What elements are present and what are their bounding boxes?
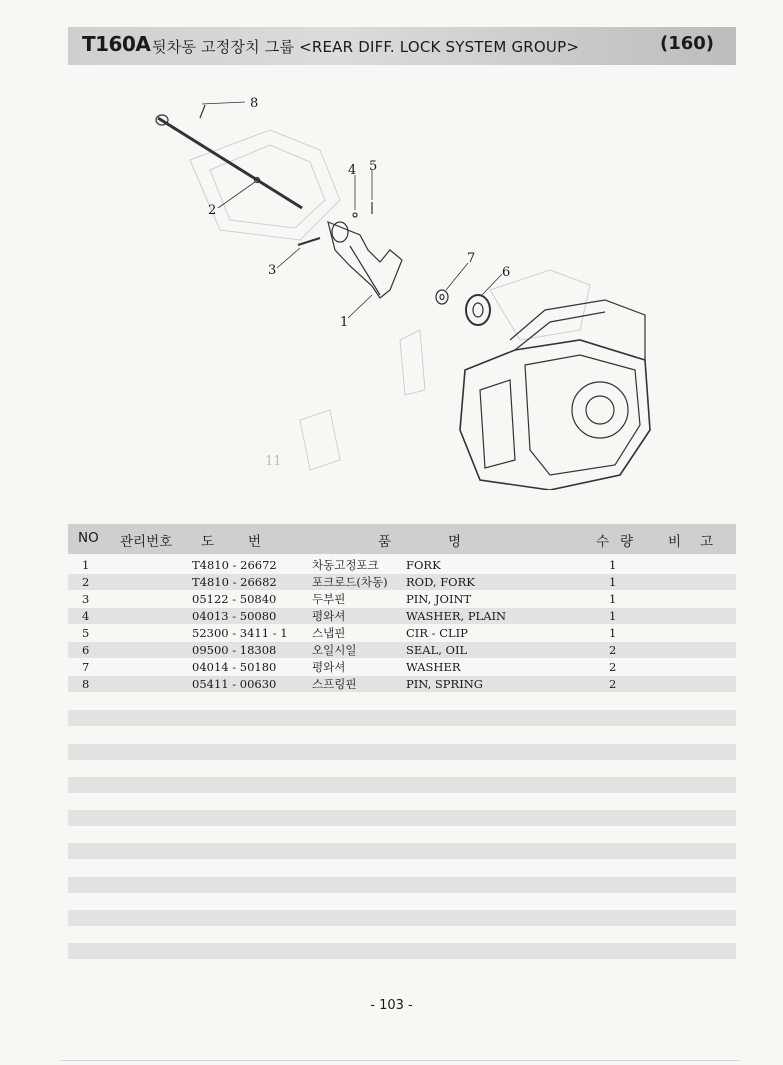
row-quantity: 1: [609, 575, 617, 589]
bottom-divider: [60, 1060, 740, 1061]
callout-5: 5: [369, 159, 378, 174]
col-name-2: 명: [448, 534, 462, 550]
row-part-number: 04014 - 50180: [192, 660, 277, 674]
callout-7: 7: [467, 251, 476, 266]
row-korean-name: 평와셔: [312, 609, 346, 623]
row-korean-name: 포크로드(차동): [312, 575, 388, 589]
table-row: [68, 625, 736, 641]
col-drawing-2: 번: [248, 534, 262, 550]
parts-table-header: [68, 524, 736, 554]
table-row: [68, 608, 736, 624]
col-drawing-1: 도: [201, 534, 215, 550]
row-no: 1: [82, 558, 90, 572]
page-reference: (160): [659, 33, 714, 54]
col-qty-1: 수: [596, 534, 610, 550]
row-korean-name: 차동고정포크: [312, 558, 379, 572]
row-no: 3: [82, 592, 90, 606]
row-english-name: ROD, FORK: [406, 575, 475, 589]
row-quantity: 1: [609, 592, 617, 606]
row-no: 6: [82, 643, 90, 657]
row-quantity: 1: [609, 558, 617, 572]
row-part-number: 05122 - 50840: [192, 592, 277, 606]
row-part-number: 05411 - 00630: [192, 677, 277, 691]
row-part-number: 04013 - 50080: [192, 609, 277, 623]
row-korean-name: 평와셔: [312, 660, 346, 674]
row-part-number: T4810 - 26682: [192, 575, 277, 589]
row-english-name: WASHER, PLAIN: [406, 609, 507, 623]
group-title: 뒷차동 고정장치 그룹 <REAR DIFF. LOCK SYSTEM GROUP>: [152, 38, 580, 56]
table-row: [68, 676, 736, 692]
empty-row-band: [68, 744, 736, 760]
empty-row-band: [68, 843, 736, 859]
callout-8: 8: [250, 96, 259, 111]
table-row: [68, 557, 736, 573]
empty-row-band: [68, 810, 736, 826]
row-korean-name: 오일시일: [312, 643, 357, 657]
row-korean-name: 스프링핀: [312, 677, 357, 691]
empty-row-band: [68, 710, 736, 726]
row-quantity: 2: [609, 643, 617, 657]
row-quantity: 2: [609, 677, 617, 691]
col-no: NO: [78, 530, 99, 546]
empty-row-band: [68, 943, 736, 959]
row-part-number: 52300 - 3411 - 1: [192, 626, 288, 640]
exploded-parts-diagram: [150, 90, 660, 490]
callout-11: 11: [265, 454, 282, 469]
row-quantity: 1: [609, 609, 617, 623]
row-korean-name: 두부핀: [312, 592, 346, 606]
row-part-number: 09500 - 18308: [192, 643, 277, 657]
page-number: - 103 -: [370, 998, 413, 1013]
table-row: [68, 659, 736, 675]
row-english-name: WASHER: [406, 660, 461, 674]
empty-row-band: [68, 910, 736, 926]
row-no: 8: [82, 677, 90, 691]
row-no: 7: [82, 660, 90, 674]
col-mgmt-no: 관리번호: [120, 534, 173, 550]
row-no: 4: [82, 609, 90, 623]
row-quantity: 2: [609, 660, 617, 674]
col-qty-2: 량: [620, 534, 634, 550]
page-header: [68, 27, 736, 65]
callout-3: 3: [268, 263, 277, 278]
row-part-number: T4810 - 26672: [192, 558, 277, 572]
callout-6: 6: [502, 265, 511, 280]
row-quantity: 1: [609, 626, 617, 640]
table-row: [68, 642, 736, 658]
row-english-name: CIR - CLIP: [406, 626, 468, 640]
col-name-1: 품: [378, 534, 392, 550]
callout-2: 2: [208, 203, 217, 218]
col-remark-1: 비: [668, 534, 682, 550]
model-name: T160A: [82, 32, 151, 56]
col-remark-2: 고: [700, 534, 714, 550]
empty-row-band: [68, 777, 736, 793]
row-english-name: PIN, SPRING: [406, 677, 483, 691]
table-row: [68, 591, 736, 607]
empty-row-band: [68, 877, 736, 893]
row-korean-name: 스냅핀: [312, 626, 346, 640]
row-english-name: FORK: [406, 558, 441, 572]
table-row: [68, 574, 736, 590]
row-english-name: SEAL, OIL: [406, 643, 468, 657]
callout-1: 1: [340, 315, 349, 330]
row-no: 2: [82, 575, 90, 589]
callout-4: 4: [348, 163, 357, 178]
row-no: 5: [82, 626, 90, 640]
row-english-name: PIN, JOINT: [406, 592, 472, 606]
